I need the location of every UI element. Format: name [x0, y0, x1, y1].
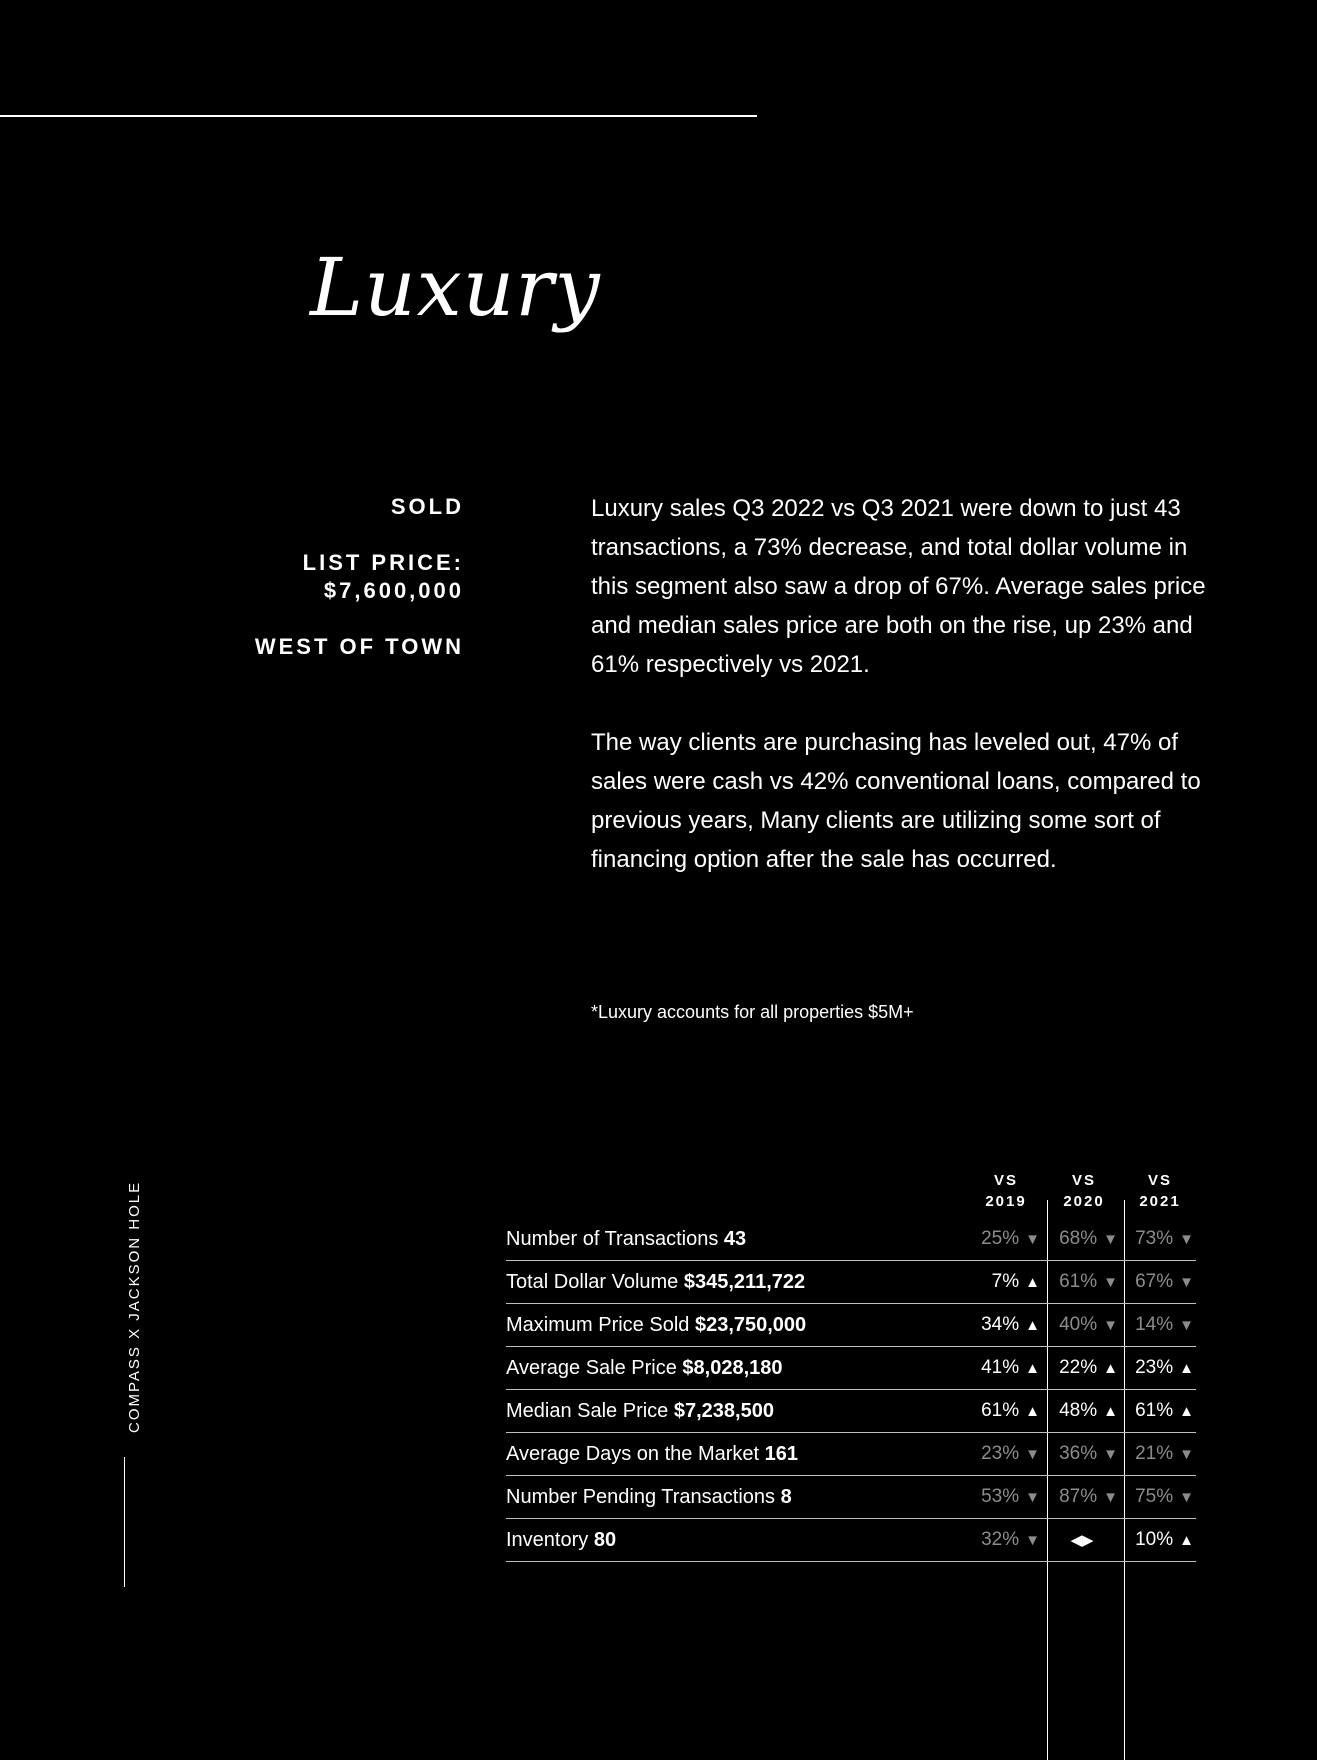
table-row: [506, 1476, 1196, 1519]
flat-arrows-icon: ◀▶: [1070, 1532, 1094, 1549]
cell-vs-2020: [1046, 1443, 1122, 1465]
arrow-up-icon: ▲: [1025, 1360, 1040, 1377]
cell-vs-2019: [968, 1228, 1044, 1250]
arrow-down-icon: ▼: [1179, 1231, 1194, 1248]
cell-vs-2021: [1122, 1357, 1198, 1379]
cell-vs-2020: [1046, 1400, 1122, 1422]
metric-name: Average Sale Price: [506, 1356, 677, 1379]
percent-change: 34%: [981, 1314, 1020, 1335]
arrow-down-icon: ▼: [1179, 1317, 1194, 1334]
summary-paragraph-2: The way clients are purchasing has leveled out, 47% of sales were cash vs 42% conventional loans, compared to previous years, Many clients are utilizing some sort of financing option after the sale has occurred.: [591, 729, 1201, 873]
arrow-down-icon: ▼: [1103, 1317, 1118, 1334]
metric-label: [506, 1443, 798, 1466]
cell-vs-2021: [1122, 1529, 1198, 1551]
arrow-down-icon: ▼: [1103, 1231, 1118, 1248]
percent-change: 75%: [1135, 1486, 1174, 1507]
metric-name: Average Days on the Market: [506, 1442, 760, 1465]
metric-name: Number Pending Transactions: [506, 1485, 776, 1508]
cell-vs-2020: [1046, 1314, 1122, 1336]
summary-paragraph-1: Luxury sales Q3 2022 vs Q3 2021 were down to just 43 transactions, a 73% decrease, and total dollar volume in this segment also saw a drop of 67%. Average sales price and median sales price are both on the rise, up 23% and 61% respectively vs 2021.: [591, 495, 1206, 678]
arrow-up-icon: ▲: [1179, 1360, 1194, 1377]
metric-name: Median Sale Price: [506, 1399, 669, 1422]
list-price-value: $7,600,000: [323, 578, 464, 603]
arrow-up-icon: ▲: [1025, 1317, 1040, 1334]
metric-label: [506, 1529, 616, 1552]
percent-change: 41%: [981, 1357, 1020, 1378]
metric-value: $7,238,500: [673, 1399, 774, 1422]
cell-vs-2019: [968, 1443, 1044, 1465]
percent-change: 23%: [981, 1443, 1020, 1464]
percent-change: 40%: [1059, 1314, 1098, 1335]
metric-value: $345,211,722: [683, 1270, 806, 1293]
cell-vs-2019: [968, 1314, 1044, 1336]
percent-change: 87%: [1059, 1486, 1098, 1507]
percent-change: 67%: [1135, 1271, 1174, 1292]
percent-change: 36%: [1059, 1443, 1098, 1464]
top-rule: [0, 115, 757, 117]
arrow-down-icon: ▼: [1103, 1489, 1118, 1506]
cell-vs-2021: [1122, 1271, 1198, 1293]
arrow-up-icon: ▲: [1025, 1274, 1040, 1291]
percent-change: 7%: [991, 1271, 1020, 1292]
table-row: [506, 1304, 1196, 1347]
cell-vs-2021: [1122, 1486, 1198, 1508]
footnote: *Luxury accounts for all properties $5M+: [591, 1002, 914, 1022]
cell-vs-2020: [1046, 1271, 1122, 1293]
percent-change: 61%: [981, 1400, 1020, 1421]
column-header-2020: VS 2020: [1063, 1172, 1105, 1210]
column-header-2021: VS 2021: [1139, 1172, 1181, 1210]
metric-value: 161: [764, 1442, 799, 1465]
brand-vertical-text: COMPASS X JACKSON HOLE: [126, 1180, 143, 1433]
market-summary: [591, 489, 1211, 918]
list-price: [64, 549, 464, 605]
cell-vs-2019: [968, 1400, 1044, 1422]
cell-vs-2020: [1046, 1357, 1122, 1379]
table-row: [506, 1390, 1196, 1433]
cell-vs-2020: [1046, 1529, 1122, 1551]
cell-vs-2021: [1122, 1314, 1198, 1336]
percent-change: 23%: [1135, 1357, 1174, 1378]
arrow-down-icon: ▼: [1103, 1446, 1118, 1463]
cell-vs-2020: [1046, 1228, 1122, 1250]
percent-change: 68%: [1059, 1228, 1098, 1249]
cell-vs-2019: [968, 1486, 1044, 1508]
percent-change: 61%: [1135, 1400, 1174, 1421]
arrow-down-icon: ▼: [1179, 1446, 1194, 1463]
arrow-down-icon: ▼: [1025, 1489, 1040, 1506]
cell-vs-2021: [1122, 1400, 1198, 1422]
area-label: WEST OF TOWN: [254, 634, 464, 659]
arrow-up-icon: ▲: [1179, 1532, 1194, 1549]
arrow-down-icon: ▼: [1179, 1274, 1194, 1291]
arrow-up-icon: ▲: [1103, 1360, 1118, 1377]
arrow-down-icon: ▼: [1103, 1274, 1118, 1291]
metric-label: [506, 1400, 774, 1423]
percent-change: 48%: [1059, 1400, 1098, 1421]
percent-change: 22%: [1059, 1357, 1098, 1378]
metric-value: $8,028,180: [682, 1356, 783, 1379]
arrow-down-icon: ▼: [1025, 1446, 1040, 1463]
metric-name: Inventory: [506, 1528, 589, 1551]
arrow-down-icon: ▼: [1025, 1231, 1040, 1248]
list-price-label: LIST PRICE:: [302, 550, 464, 575]
table-row: [506, 1433, 1196, 1476]
percent-change: 73%: [1135, 1228, 1174, 1249]
metric-label: [506, 1271, 805, 1294]
metric-name: Maximum Price Sold: [506, 1313, 690, 1336]
percent-change: 53%: [981, 1486, 1020, 1507]
metric-value: 8: [780, 1485, 792, 1508]
arrow-down-icon: ▼: [1179, 1489, 1194, 1506]
percent-change: 32%: [981, 1529, 1020, 1550]
arrow-down-icon: ▼: [1025, 1532, 1040, 1549]
table-row: [506, 1218, 1196, 1261]
metric-value: 80: [593, 1528, 617, 1551]
metric-label: [506, 1314, 806, 1337]
percent-change: 10%: [1135, 1529, 1174, 1550]
percent-change: 14%: [1135, 1314, 1174, 1335]
cell-vs-2020: [1046, 1486, 1122, 1508]
cell-vs-2021: [1122, 1443, 1198, 1465]
percent-change: 21%: [1135, 1443, 1174, 1464]
page-title: Luxury: [310, 241, 601, 334]
cell-vs-2019: [968, 1357, 1044, 1379]
stats-rows: [506, 1218, 1196, 1562]
metric-label: [506, 1228, 746, 1251]
metric-value: 43: [723, 1227, 747, 1250]
metric-label: [506, 1357, 783, 1380]
percent-change: 25%: [981, 1228, 1020, 1249]
cell-vs-2021: [1122, 1228, 1198, 1250]
table-row: [506, 1261, 1196, 1304]
arrow-up-icon: ▲: [1179, 1403, 1194, 1420]
brand-rule: [124, 1457, 125, 1587]
cell-vs-2019: [968, 1529, 1044, 1551]
column-header-2019: VS 2019: [985, 1172, 1027, 1210]
metric-label: [506, 1486, 792, 1509]
metric-name: Number of Transactions: [506, 1227, 719, 1250]
cell-vs-2019: [968, 1271, 1044, 1293]
metric-value: $23,750,000: [694, 1313, 807, 1336]
percent-change: 61%: [1059, 1271, 1098, 1292]
arrow-up-icon: ▲: [1103, 1403, 1118, 1420]
status-label: SOLD: [390, 494, 464, 519]
metric-name: Total Dollar Volume: [506, 1270, 679, 1293]
listing-labels: [64, 493, 464, 689]
table-row: [506, 1347, 1196, 1390]
table-row: [506, 1519, 1196, 1562]
arrow-up-icon: ▲: [1025, 1403, 1040, 1420]
